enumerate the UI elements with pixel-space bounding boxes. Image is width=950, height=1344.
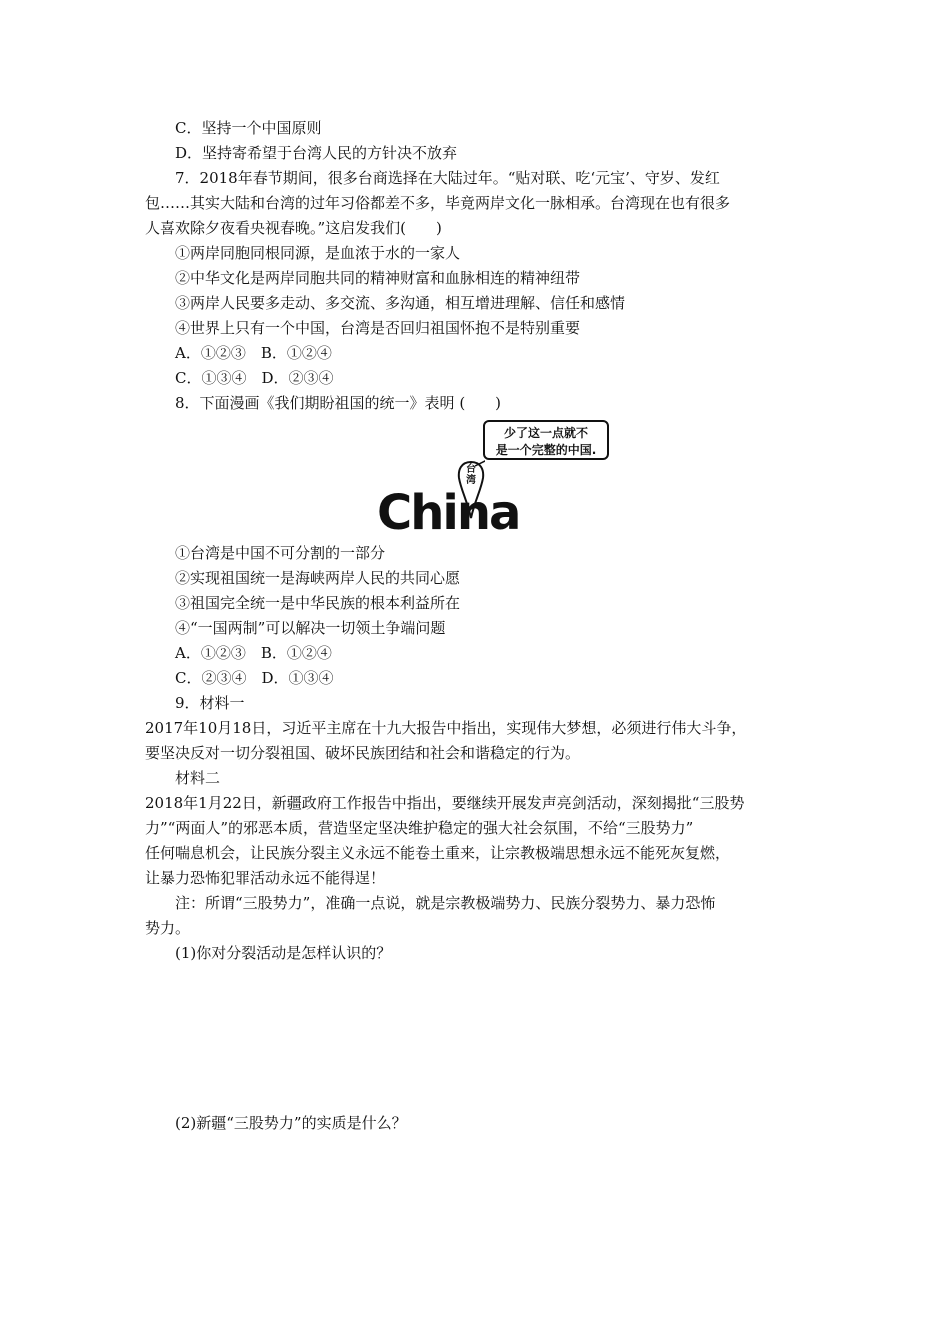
q8-statement-2: ②实现祖国统一是海峡两岸人民的共同心愿 [175, 569, 461, 587]
q8-statement-1: ①台湾是中国不可分割的一部分 [175, 544, 386, 562]
q7-statement-3: ③两岸人民要多走动、多交流、多沟通，相互增进理解、信任和感情 [175, 294, 626, 312]
q8-options-cd: C．②③④ D．①③④ [175, 669, 334, 687]
bubble-text: 是一个完整的中国. [495, 443, 597, 457]
q7-statement-1: ①两岸同胞同根同源，是血浓于水的一家人 [175, 244, 461, 262]
note-text: 势力。 [145, 919, 191, 937]
cartoon-figure [375, 420, 615, 541]
material-1-text: 要坚决反对一切分裂祖国、破坏民族团结和社会和谐稳定的行为。 [145, 744, 581, 762]
bubble-text: 少了这一点就不 [503, 426, 588, 440]
speech-bubble [483, 420, 609, 460]
q8-statement-3: ③祖国完全统一是中华民族的根本利益所在 [175, 594, 461, 612]
option-d-q6: D．坚持寄希望于台湾人民的方针决不放弃 [175, 144, 458, 162]
sub-question-1: (1)你对分裂活动是怎样认识的？ [175, 944, 392, 962]
sub-question-2: (2)新疆“三股势力”的实质是什么？ [175, 1114, 407, 1132]
taiwan-label-char: 台 [466, 464, 476, 475]
q8-statement-4: ④“一国两制”可以解决一切领土争端问题 [175, 619, 446, 637]
option-c-q6: C．坚持一个中国原则 [175, 119, 322, 137]
material-2-text: 2018年1月22日，新疆政府工作报告中指出，要继续开展发声亮剑活动，深刻揭批“三股势 [145, 794, 745, 812]
question-8-stem: 8．下面漫画《我们期盼祖国的统一》表明 ( ) [175, 394, 502, 412]
q7-statement-2: ②中华文化是两岸同胞共同的精神财富和血脉相连的精神纽带 [175, 269, 581, 287]
question-7-stem: 人喜欢除夕夜看央视春晚。”这启发我们( ) [145, 219, 442, 237]
material-2-heading: 材料二 [175, 769, 221, 787]
china-word: China [377, 485, 520, 541]
material-1-text: 2017年10月18日，习近平主席在十九大报告中指出，实现伟大梦想，必须进行伟大斗争， [145, 719, 747, 737]
q7-statement-4: ④世界上只有一个中国，台湾是否回归祖国怀抱不是特别重要 [175, 319, 581, 337]
taiwan-label-char: 湾 [466, 475, 476, 486]
question-7-stem: 包……其实大陆和台湾的过年习俗都差不多，毕竟两岸文化一脉相承。台湾现在也有很多 [145, 194, 731, 212]
q7-options-ab: A．①②③ B．①②④ [175, 344, 332, 362]
material-2-text: 让暴力恐怖犯罪活动永远不能得逞！ [145, 869, 386, 887]
q8-options-ab: A．①②③ B．①②④ [175, 644, 332, 662]
taiwan-label [463, 464, 479, 486]
note-text: 注：所谓“三股势力”，准确一点说，就是宗教极端势力、民族分裂势力、暴力恐怖 [175, 894, 716, 912]
material-2-text: 任何喘息机会，让民族分裂主义永远不能卷土重来，让宗教极端思想永远不能死灰复燃， [145, 844, 731, 862]
question-9-heading: 9．材料一 [175, 694, 245, 712]
q7-options-cd: C．①③④ D．②③④ [175, 369, 334, 387]
material-2-text: 力”“两面人”的邪恶本质，营造坚定坚决维护稳定的强大社会氛围，不给“三股势力” [145, 819, 694, 837]
question-7-stem: 7．2018年春节期间，很多台商选择在大陆过年。“贴对联、吃‘元宝’、守岁、发红 [175, 169, 720, 187]
